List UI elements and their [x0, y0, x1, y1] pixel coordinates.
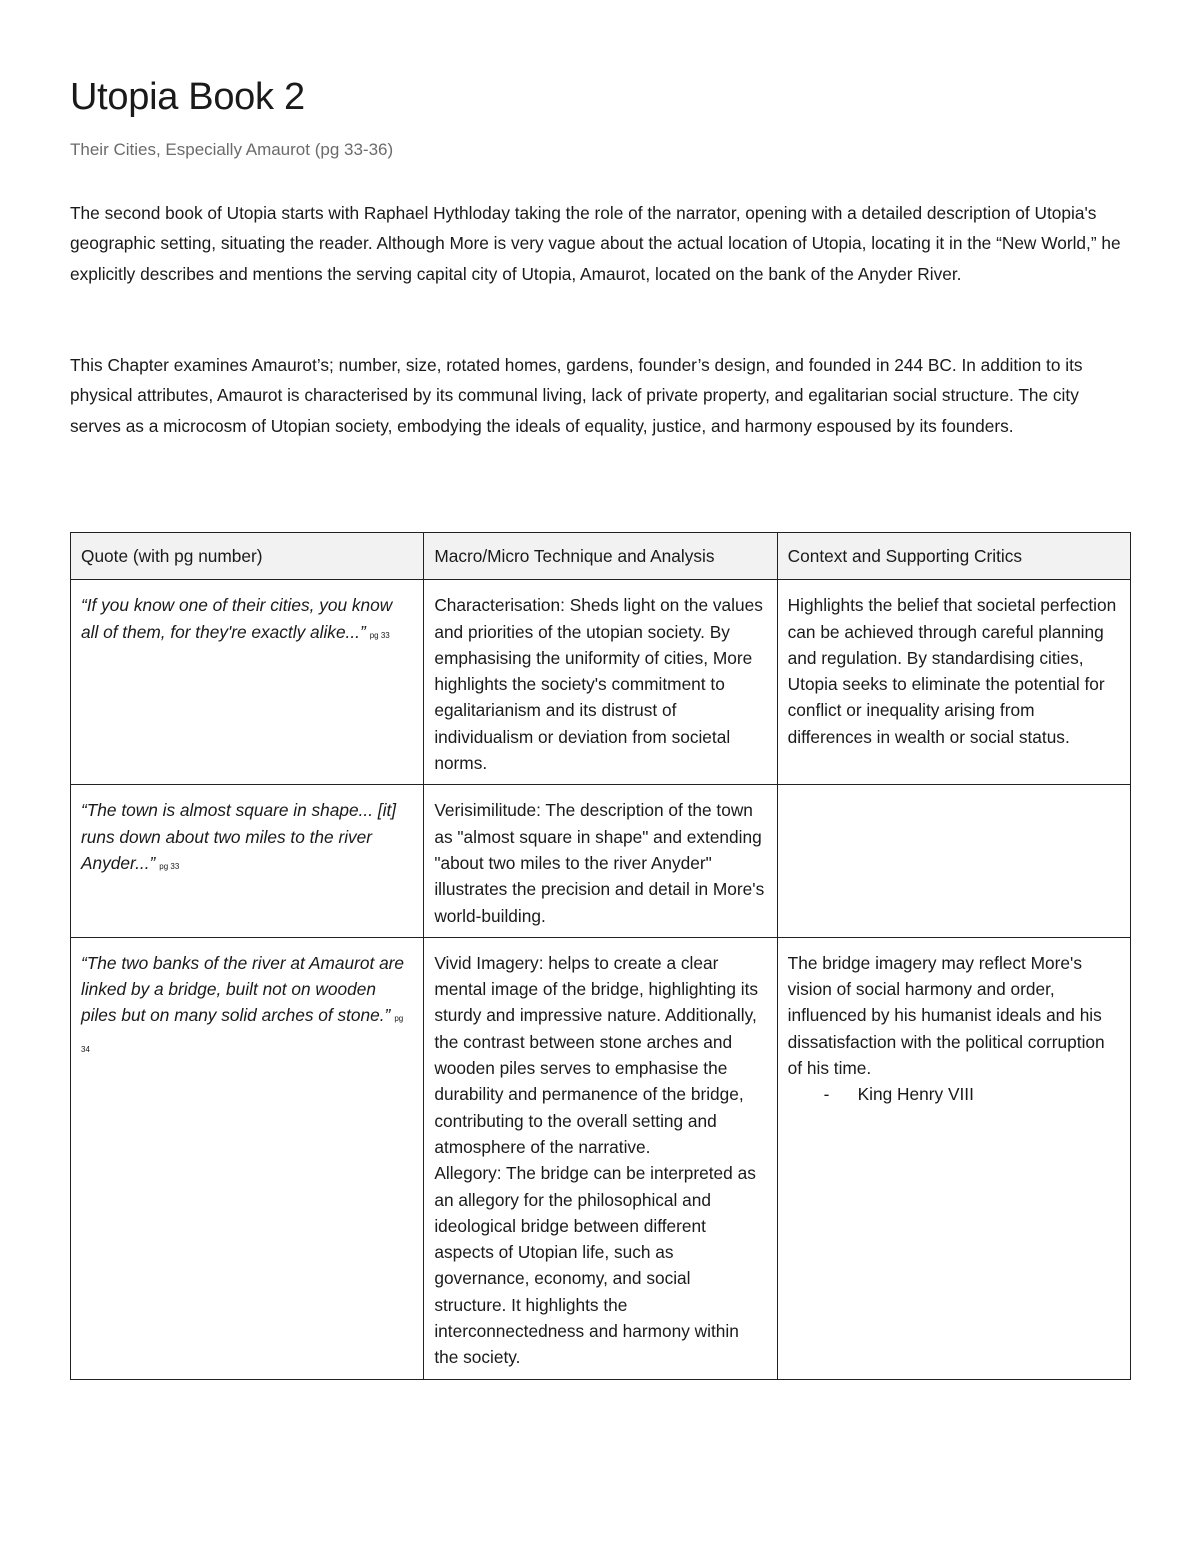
- page-ref: pg 33: [159, 861, 180, 871]
- table-row: [71, 580, 1131, 785]
- quote-text: “If you know one of their cities, you know all of them, for they're exactly alike...”: [81, 595, 393, 642]
- context-cell: [777, 937, 1130, 1379]
- header-quote: Quote (with pg number): [71, 533, 424, 580]
- page-ref: pg 34: [81, 1014, 404, 1054]
- bullet-marker: -: [823, 1084, 830, 1105]
- bullet-text: King Henry VIII: [857, 1084, 974, 1105]
- intro-paragraph: The second book of Utopia starts with Raphael Hythloday taking the role of the narrator, opening with a detailed description of Utopia's geographic setting, situating the reader. Although More is very vague about the actual location of Utopia, locating it in the “New World,” he explicitly describes and mentions the serving capital city of Utopia, Amaurot, located on the bank of the Anyder River.: [70, 203, 1121, 284]
- quote-text: “The town is almost square in shape... [it] runs down about two miles to the river Anyder...”: [81, 800, 397, 873]
- context-cell: [777, 785, 1130, 937]
- chapter-paragraph: This Chapter examines Amaurot’s; number, size, rotated homes, gardens, founder’s design, and founded in 244 BC. In addition to its physical attributes, Amaurot is characterised by its communal living, lack of private property, and egalitarian social structure. The city serves as a microcosm of Utopian society, embodying the ideals of equality, justice, and harmony espoused by its founders.: [70, 355, 1083, 436]
- analysis-cell: Verisimilitude: The description of the town as "almost square in shape" and extending "about two miles to the river Anyder" illustrates the precision and detail in More's world-building.: [424, 785, 777, 937]
- table-row: [71, 785, 1131, 937]
- header-context: Context and Supporting Critics: [777, 533, 1130, 580]
- context-text: The bridge imagery may reflect More's vision of social harmony and order, influenced by his humanist ideals and his dissatisfaction with the political corruption of his time.: [787, 952, 1105, 1079]
- quote-cell: [71, 785, 424, 937]
- analysis-allegory: Allegory: The bridge can be interpreted as an allegory for the philosophical and ideological bridge between different aspects of Utopian life, such as governance, economy, and social structure. It highlights the interconnectedness and harmony within the society.: [434, 1163, 756, 1368]
- page-subtitle: Their Cities, Especially Amaurot (pg 33-36): [70, 140, 394, 159]
- page-title: Utopia Book 2: [70, 76, 305, 118]
- quote-cell: [71, 580, 424, 785]
- header-technique: Macro/Micro Technique and Analysis: [424, 533, 777, 580]
- quote-text: “The two banks of the river at Amaurot are linked by a bridge, built not on wooden piles but on many solid arches of stone.”: [81, 952, 405, 1026]
- analysis-table: [70, 532, 1131, 1380]
- analysis-imagery: Vivid Imagery: helps to create a clear mental image of the bridge, highlighting its sturdy and impressive nature. Additionally, the contrast between stone arches and wooden piles serves to emphasise the durability and permanence of the bridge, contributing to the overall setting and atmosphere of the narrative.: [434, 952, 759, 1157]
- page-ref: pg 33: [369, 630, 390, 640]
- table-header-row: [71, 533, 1131, 580]
- analysis-cell: Characterisation: Sheds light on the values and priorities of the utopian society. By emphasising the uniformity of cities, More highlights the society's commitment to egalitarianism and its distrust of individualism or deviation from societal norms.: [424, 580, 777, 785]
- table-row: [71, 937, 1131, 1379]
- context-cell: Highlights the belief that societal perfection can be achieved through careful planning and regulation. By standardising cities, Utopia seeks to eliminate the potential for conflict or inequality arising from differences in wealth or social status.: [777, 580, 1130, 785]
- analysis-cell: [424, 937, 777, 1379]
- context-bullet: [788, 1081, 1120, 1107]
- quote-cell: [71, 937, 424, 1379]
